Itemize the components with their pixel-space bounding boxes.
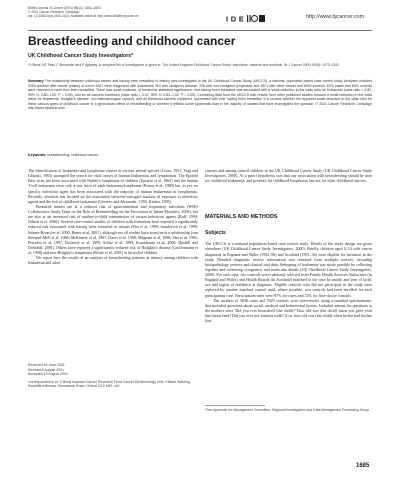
body-paragraph: The identification of leukaemia and lymphoma viruses in various animal species (Cross, 1951; Vogt and Ishizaki, 1965) prompted the search for viral causes of human leukaemias and lymphomas. The Epstein Barr virus has been associated with Burkitt's lymphoma in children (Epstein et al, 1964) and the human T-cell leukaemia virus with a rare form of adult leukaemia/lymphoma (Poiesz et al, 1980) but, as yet, no specific infectious agent has been associated with the majority of human leukaemias or lymphomas. Recently, attention has focused on the association between surrogate markers of exposure to infectious agents and the risk of childhood leukaemia (Greaves and Alexander, 1993; Kinlen, 1995). <box>28 168 198 204</box>
body-paragraph: The mothers of 3838 cases and 7629 controls were interviewed, using a standard questionnaire, that included questions about social, medical and behavioural factors. Included among the questions to the mothers were 'Did you ever breastfeed (the child)?' How old was (the child) when you gave your last breast feed? Did you ever use formula milk? If so, how old was (the child) when he/she had his/her first <box>205 297 372 324</box>
header-divider <box>28 30 372 31</box>
article-title: Breastfeeding and childhood cancer <box>28 34 236 48</box>
section-heading-methods: MATERIALS AND METHODS <box>205 214 278 220</box>
intro-continuation <box>205 168 372 202</box>
correspondence-address: Correspondence to: V Beral Imperial Cancer Research Fund Cancer Epidemiology Unit, Gibson Building, Radcliffe Infirmary, Woodstock Road, Oxford OX2 6HE, UK <box>28 380 191 389</box>
journal-website-link[interactable]: http://www.bjcancer.com <box>306 14 365 20</box>
received-date: Received 16 June 2001 <box>28 363 65 367</box>
article-authors: UK Childhood Cancer Study Investigators* <box>28 53 134 59</box>
footnote-divider <box>205 405 265 406</box>
body-paragraph: Breastfed infants are at a reduced risk of gastrointestinal and respiratory infections (WHO Collaborative Study Team on the Role of Breastfeeding on the Prevention of Infant Mortality, 2000), but are also at an increased risk of mother-to-child transmission of certain infectious agents (Buff, 1994; Nduati et al, 2000). Several case-control studies of children with leukaemia have reported a significantly reduced risk associated with having been breastfed as infants (Shu et al, 1999; Smulevich et al, 1999; Infante-Rivard et al, 2000; Bener et al, 2001), although not all studies have noted such a relationship (van Steensel-Moll et al, 1986; McKinney et al, 1987; Davis et al, 1988; Magnani et al, 1988; Shu et al, 1995; Petridou et al, 1997; Dockerty et al, 1999; Schüz et al, 1999; Rosenbaum et al, 2000; Hardell and Dreifaldt, 2001). Others have reported a significantly reduced risk of Hodgkin's disease (Gruffermann et al, 1998) and non-Hodgkin's lymphoma (Bener et al, 2001) in breastfed children. <box>28 203 198 255</box>
keywords-label: Keywords: <box>28 153 47 157</box>
article-dates <box>28 363 68 377</box>
abstract <box>28 79 372 111</box>
left-column <box>28 168 198 358</box>
body-paragraph: We report here the results of an analysis of breastfeeding patterns in infancy among children with leukaemia and other <box>28 255 198 266</box>
methods-text <box>205 241 372 325</box>
abstract-text: The relationship between childhood cancer and having been breastfed in infancy was investigated in the UK Childhood Cancer Study (UKCCS), a national, population-based case-control study. Analyses included 2000 children with cancer (cases) of whom 1637 were diagnosed with leukaemia, 114 with Hodgkin's disease, 226 with non-Hodgkin's lymphoma and 1521 with other cancer and 6994 controls; 62% cases and 64% controls were reported to have ever been breastfed. There was weak evidence, of borderline statistical significance, that having been breastfed was associated with a small reduction in the odds ratio for leukaemia (odds ratio = 0.89, 95% CI 0.80–1.00, P = 0.06), and for all cancers combined (odds ratio = 0.92, 95% CI 0.84–1.00, P = 0.05). Combining data from the UKCCS with results from other published studies showed a small reduction in the odds ratios for leukaemia, Hodgkin's disease, non-haematological cancers, and all childhood cancers combined, associated with ever having been breastfed. It is unclear whether the apparent small reduction in the odds ratio for these various types of childhood cancer is a generalised effect of breastfeeding or whether it reflects some systematic bias in the majority of studies that have investigated the question. © 2001 Cancer Research Campaign <box>28 79 372 106</box>
revised-date: Revised 8 August 2001 <box>28 367 64 372</box>
body-paragraph: cancers and among control children in the UK Childhood Cancer Study (UK Childhood Cancer Study Investigators, 2000). As a priori hypothesis was that any association with breastfeeding should be seen for childhood leukaemia, and possibly for childhood lymphoma, but not for other childhood cancers. <box>205 168 372 184</box>
page-number: 1685 <box>356 463 370 469</box>
ideal-logo-icon <box>226 14 274 23</box>
abstract-label: Summary <box>28 79 44 83</box>
body-paragraph: The UKCCS is a national population-based case-control study. Details of the study design are given elsewhere (UK Childhood Cancer Study Investigators, 2000). Briefly, children aged 0–14 with cancer diagnosed in England and Wales (1992–96) and Scotland (1991–94) were eligible for inclusion in the study. Detailed diagnostic review information was obtained from multiple sources, including histopathology reviews and clinical trial data. Subtyping of leukaemia was made possible by collecting together and reviewing cytogenetic and molecular details (UK Childhood Cancer Study Investigators, 2000). For each case, two controls were randomly selected from Family Health Services Authorities (in England and Wales) and Health Boards (in Scotland) matched to the case by month and year of birth, sex and region of residence at diagnosis. Eligible controls who did not participate in the study were replaced by another matched control until, where possible, two controls had been enrolled for each participating case. Participation rates were 87% for cases and 72% for first-choice controls. <box>205 241 372 298</box>
svg-text:I D E: I D E <box>226 14 245 23</box>
abstract-url[interactable]: http://www.bjcancer.com <box>28 106 66 111</box>
footnote: *See Appendix for Management Committee, Regional Investigators and Data Management Processing Group <box>205 408 370 412</box>
subsection-heading-subjects: Subjects <box>205 230 226 237</box>
author-affiliation: *V Beral, NT Fear, F Alexander and P Appleby. A complete list of investigators is given in: The United Kingdom Childhood Cancer Study: objectives, material and methods. Br J Cancer 2000; 82(5): 1073–1102 <box>28 63 339 67</box>
accepted-date: Accepted 13 August 2001 <box>28 372 68 376</box>
doi-line: doi: 10.1054/ bjoc.2001.2110, available online at http://www.idealibrary.com on <box>28 13 139 18</box>
keywords <box>28 153 98 157</box>
journal-metadata <box>28 7 208 19</box>
journal-citation: British Journal of Cancer (2001) 85(11), 1685–1694 <box>28 6 101 10</box>
keywords-text: breastfeeding; childhood cancer <box>47 153 99 157</box>
copyright-line: © 2001 Cancer Research Campaign <box>28 9 80 14</box>
right-column <box>205 168 372 325</box>
